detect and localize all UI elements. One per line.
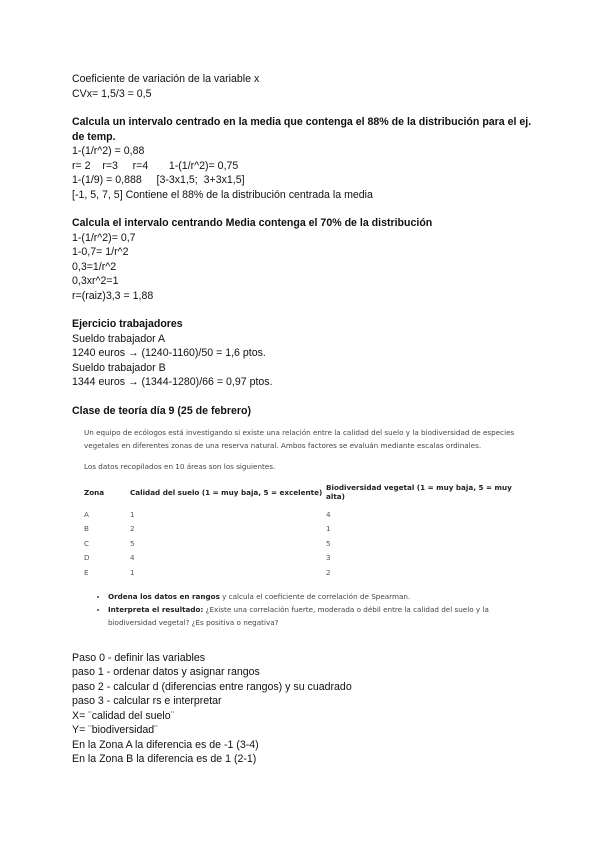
text-line: paso 1 - ordenar datos y asignar rangos	[72, 666, 260, 678]
table-cell: 2	[326, 567, 331, 577]
text-line: 1240 euros → (1240-1160)/50 = 1,6 ptos.	[72, 347, 266, 359]
table-row	[84, 507, 530, 522]
table-header: Calidad del suelo (1 = muy baja, 5 = excelente)	[130, 487, 323, 497]
bullet-text: y calcula el coeficiente de correlación de Spearman.	[219, 591, 411, 601]
text-line: 0,3=1/r^2	[72, 260, 117, 273]
bullet-bold: Ordena los datos en rangos	[108, 591, 220, 601]
text-line: 1-(1/r^2) = 0,88	[72, 145, 145, 157]
text-line: [-1, 5, 7, 5] Contiene el 88% de la distribución centrada la media	[72, 188, 373, 201]
table-row	[84, 536, 530, 551]
exercise-bullets	[84, 590, 530, 629]
table-row	[84, 551, 530, 566]
embedded-exercise-screenshot	[84, 426, 530, 629]
text-line: 1-(1/9) = 0,888 [3-3x1,5; 3+3x1,5]	[72, 174, 245, 186]
table-cell: E	[84, 567, 89, 577]
section-heading: Ejercicio trabajadores	[72, 318, 183, 330]
steps-section	[72, 651, 542, 767]
table-cell: 2	[130, 524, 135, 534]
text-line: Sueldo trabajador A	[72, 332, 166, 345]
table-row	[84, 565, 530, 580]
text-line: 0,3xr^2=1	[72, 275, 119, 287]
section-heading: Calcula un intervalo centrado en la media que contenga el 88% de la distribución para el ej. de temp.	[72, 116, 532, 143]
table-cell: 5	[130, 538, 135, 548]
text-line: Paso 0 - definir las variables	[72, 651, 206, 664]
table-cell: 5	[326, 538, 331, 548]
text-line: paso 3 - calcular rs e interpretar	[72, 695, 222, 707]
section-heading: Clase de teoría día 9 (25 de febrero)	[72, 404, 251, 417]
exercise-data-intro: Los datos recopilados en 10 áreas son los siguientes.	[84, 462, 276, 471]
text-line: En la Zona B la diferencia es de 1 (2-1)	[72, 753, 257, 765]
table-cell: 1	[326, 524, 331, 534]
table-cell: 1	[130, 567, 135, 577]
table-cell: 3	[326, 553, 331, 563]
workers-section	[72, 317, 542, 390]
document-page	[72, 72, 542, 767]
table-cell: C	[84, 538, 90, 548]
list-item	[108, 590, 530, 603]
text-line: paso 2 - calcular d (diferencias entre rangos) y su cuadrado	[72, 680, 352, 693]
table-cell: 4	[130, 553, 135, 563]
table-cell: A	[84, 509, 89, 519]
cv-section	[72, 72, 542, 101]
text-line: Coeficiente de variación de la variable x	[72, 73, 260, 85]
text-line: 1-0,7= 1/r^2	[72, 246, 129, 258]
text-line: r=(raiz)3,3 = 1,88	[72, 289, 154, 302]
bullet-text: ¿Existe una correlación fuerte, moderada o débil entre la calidad del suelo y la biodiversidad vegetal? ¿Es positiva o negativa?	[108, 604, 489, 627]
text-line: Y= ¨biodiversidad¨	[72, 724, 158, 736]
table-header: Zona	[84, 487, 105, 497]
text-line: CVx= 1,5/3 = 0,5	[72, 87, 152, 100]
exercise-intro: Un equipo de ecólogos está investigando si existe una relación entre la calidad del suelo y la biodiversidad de especies vegetales en diferentes zonas de una reserva natural. Ambos factores se evaluán mediante escalas ordinales.	[84, 428, 515, 450]
list-item	[108, 603, 530, 629]
interval-88-section	[72, 115, 542, 202]
table-cell: D	[84, 553, 90, 563]
text-line: Sueldo trabajador B	[72, 361, 166, 374]
section-heading: Calcula el intervalo centrando Media contenga el 70% de la distribución	[72, 217, 433, 229]
interval-70-section	[72, 216, 542, 303]
text-line: r= 2 r=3 r=4 1-(1/r^2)= 0,75	[72, 159, 239, 172]
data-table	[84, 483, 530, 580]
text-line: 1344 euros → (1344-1280)/66 = 0,97 ptos.	[72, 376, 273, 388]
table-cell: 1	[130, 509, 135, 519]
table-row	[84, 522, 530, 537]
text-line: 1-(1/r^2)= 0,7	[72, 231, 136, 244]
table-header: Biodiversidad vegetal (1 = muy baja, 5 = muy alta)	[326, 483, 512, 501]
bullet-bold: Interpreta el resultado:	[108, 604, 204, 614]
table-cell: 4	[326, 509, 331, 519]
text-line: X= ¨calidad del suelo¨	[72, 709, 175, 722]
table-cell: B	[84, 524, 89, 534]
text-line: En la Zona A la diferencia es de -1 (3-4)	[72, 738, 259, 751]
